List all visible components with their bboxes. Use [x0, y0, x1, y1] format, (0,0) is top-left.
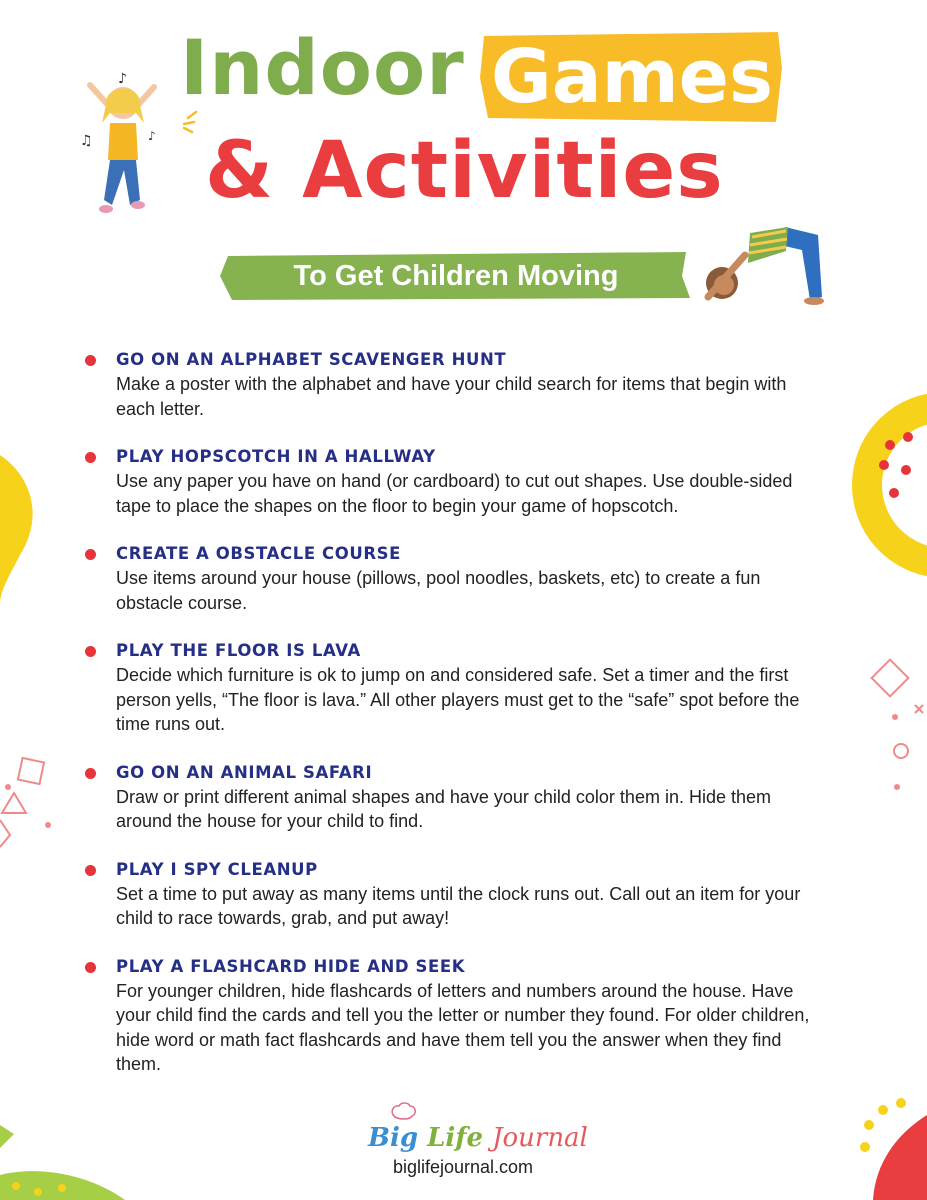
activity-title: PLAY HOPSCOTCH IN A HALLWAY — [116, 447, 436, 466]
activity-description: For younger children, hide flashcards of letters and numbers around the house. Have your child find the cards and tell you the letter or number they found. For older children, hide word or math fact flashcards and have them tell you the answer when they find them. — [116, 980, 810, 1074]
left-doodle-shapes-decoration — [0, 755, 60, 850]
bottom-right-red-swoosh-decoration — [855, 1095, 927, 1200]
activity-title: PLAY I SPY CLEANUP — [116, 859, 318, 879]
activity-title: GO ON AN ALPHABET SCAVENGER HUNT — [116, 350, 507, 369]
activity-description: Draw or print different animal shapes and have your child color them in. Hide them around the house for your child to find. — [116, 786, 771, 831]
list-item — [85, 445, 825, 518]
games-highlight — [478, 28, 786, 126]
svg-text:♪: ♪ — [148, 129, 156, 143]
list-item — [85, 761, 825, 834]
list-item — [85, 348, 825, 421]
activity-description: Make a poster with the alphabet and have your child search for items that begin with each letter. — [116, 374, 787, 419]
logo-life: Life — [427, 1123, 483, 1153]
activity-description: Decide which furniture is ok to jump on and considered safe. Set a timer and the first person yells, “The floor is lava.” All other players must get to the “safe” spot before the time runs out. — [116, 665, 800, 734]
yoga-child-illustration — [690, 215, 835, 310]
subtitle-banner — [220, 250, 692, 302]
activity-title: GO ON AN ANIMAL SAFARI — [116, 762, 373, 782]
dancing-girl-illustration — [78, 65, 173, 225]
logo-big: Big — [368, 1123, 419, 1153]
subtitle-text: To Get Children Moving — [293, 259, 619, 292]
bullet-icon — [85, 355, 96, 366]
website-link[interactable]: biglifejournal.com — [392, 1157, 534, 1177]
bullet-icon — [85, 549, 96, 560]
bullet-icon — [85, 962, 96, 973]
list-item — [85, 858, 825, 931]
svg-text:♫: ♫ — [80, 133, 93, 149]
activity-description: Set a time to put away as many items until the clock runs out. Call out an item for your child to race towards, grab, and put away! — [116, 883, 801, 928]
activity-description: Use any paper you have on hand (or cardboard) to cut out shapes. Use double-sided tape to place the shapes on the floor to begin your game of hopscotch. — [116, 471, 793, 516]
bullet-icon — [85, 452, 96, 463]
title-games: Games — [490, 34, 774, 120]
title-activities: & Activities — [205, 126, 724, 216]
svg-text:♪: ♪ — [118, 71, 127, 87]
logo-journal: Journal — [492, 1123, 588, 1153]
brain-icon — [390, 1102, 416, 1122]
activity-list — [85, 348, 825, 1101]
right-doodle-shapes-decoration — [865, 655, 927, 795]
left-yellow-swoosh-decoration — [0, 455, 45, 605]
bullet-icon — [85, 865, 96, 876]
activity-description: Use items around your house (pillows, pool noodles, baskets, etc) to create a fun obstacle course. — [116, 568, 761, 613]
list-item — [85, 542, 825, 615]
activity-title: CREATE A OBSTACLE COURSE — [116, 544, 402, 563]
list-item — [85, 955, 825, 1077]
title-indoor: Indoor — [180, 23, 465, 112]
list-item — [85, 639, 825, 737]
title-sparkle-decoration — [168, 108, 198, 138]
bullet-icon — [85, 646, 96, 657]
activity-title: PLAY A FLASHCARD HIDE AND SEEK — [116, 956, 466, 976]
big-life-journal-logo — [368, 1120, 588, 1160]
right-yellow-circle-decoration — [850, 385, 927, 585]
bullet-icon — [85, 768, 96, 779]
activity-title: PLAY THE FLOOR IS LAVA — [116, 641, 361, 660]
